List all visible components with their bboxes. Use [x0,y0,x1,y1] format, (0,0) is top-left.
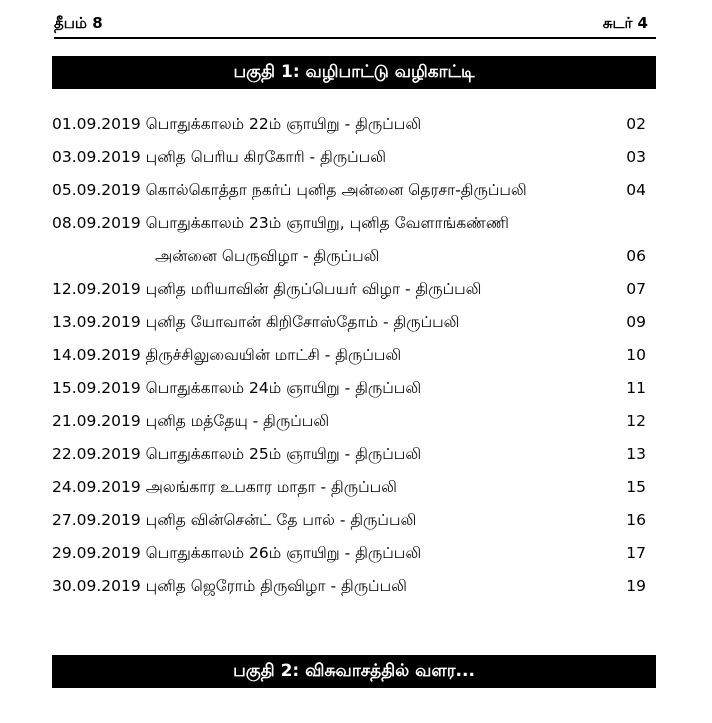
toc-entry-page: 06 [626,247,646,265]
header-divider [54,37,656,39]
toc-entry[interactable] [52,372,656,405]
section-1-banner [52,56,656,89]
volume-label: தீபம் 8 [54,14,103,32]
toc-entry-page: 10 [626,346,646,364]
toc-entry-continuation[interactable] [52,240,656,273]
toc-entry-text: 08.09.2019 பொதுக்காலம் 23ம் ஞாயிறு, புனித வேளாங்கண்ணி [52,214,509,232]
toc-entry-text-continued: அன்னை பெருவிழா - திருப்பலி [155,247,380,265]
toc-entry-text: 24.09.2019 அலங்கார உபகார மாதா - திருப்பலி [52,478,397,496]
toc-entry[interactable] [52,339,656,372]
toc-entry[interactable] [52,504,656,537]
toc-entry[interactable] [52,306,656,339]
toc-entry-page: 19 [626,577,646,595]
section-2-title: பகுதி 2: விசுவாசத்தில் வளர... [233,660,475,681]
toc-entry-text: 22.09.2019 பொதுக்காலம் 25ம் ஞாயிறு - திருப்பலி [52,445,422,463]
toc-entry-text: 14.09.2019 திருச்சிலுவையின் மாட்சி - திருப்பலி [52,346,402,364]
toc-entry[interactable] [52,207,656,240]
toc-entry-text: 05.09.2019 கொல்கொத்தா நகர்ப் புனித அன்னை தெரசா-திருப்பலி [52,181,527,199]
toc-entry-text: 15.09.2019 பொதுக்காலம் 24ம் ஞாயிறு - திருப்பலி [52,379,422,397]
toc-entry[interactable] [52,108,656,141]
table-of-contents [52,108,656,603]
toc-entry-text: 12.09.2019 புனித மரியாவின் திருப்பெயர் விழா - திருப்பலி [52,280,482,298]
toc-entry-text: 29.09.2019 பொதுக்காலம் 26ம் ஞாயிறு - திருப்பலி [52,544,422,562]
toc-entry-text: 21.09.2019 புனித மத்தேயு - திருப்பலி [52,412,330,430]
toc-entry-text: 01.09.2019 பொதுக்காலம் 22ம் ஞாயிறு - திருப்பலி [52,115,422,133]
toc-entry[interactable] [52,537,656,570]
toc-entry-page: 04 [626,181,646,199]
toc-entry-page: 07 [626,280,646,298]
issue-label: சுடர் 4 [602,14,648,32]
toc-entry-page: 12 [626,412,646,430]
toc-entry-page: 15 [626,478,646,496]
toc-entry-text: 30.09.2019 புனித ஜெரோம் திருவிழா - திருப்பலி [52,577,407,595]
toc-entry-page: 16 [626,511,646,529]
page-header [54,12,656,36]
toc-entry-page: 03 [626,148,646,166]
section-1-title: பகுதி 1: வழிபாட்டு வழிகாட்டி [233,61,475,82]
toc-entry[interactable] [52,141,656,174]
section-2-banner [52,655,656,688]
toc-entry-text: 27.09.2019 புனித வின்சென்ட் தே பால் - திருப்பலி [52,511,417,529]
toc-entry[interactable] [52,273,656,306]
toc-entry[interactable] [52,570,656,603]
toc-entry[interactable] [52,405,656,438]
toc-entry-page: 02 [626,115,646,133]
toc-entry[interactable] [52,471,656,504]
toc-entry-page: 17 [626,544,646,562]
toc-entry-page: 13 [626,445,646,463]
toc-entry-text: 03.09.2019 புனித பெரிய கிரகோரி - திருப்பலி [52,148,386,166]
toc-entry-page: 11 [626,379,646,397]
toc-entry[interactable] [52,438,656,471]
toc-entry[interactable] [52,174,656,207]
toc-entry-page: 09 [626,313,646,331]
toc-entry-text: 13.09.2019 புனித யோவான் கிறிசோஸ்தோம் - திருப்பலி [52,313,460,331]
